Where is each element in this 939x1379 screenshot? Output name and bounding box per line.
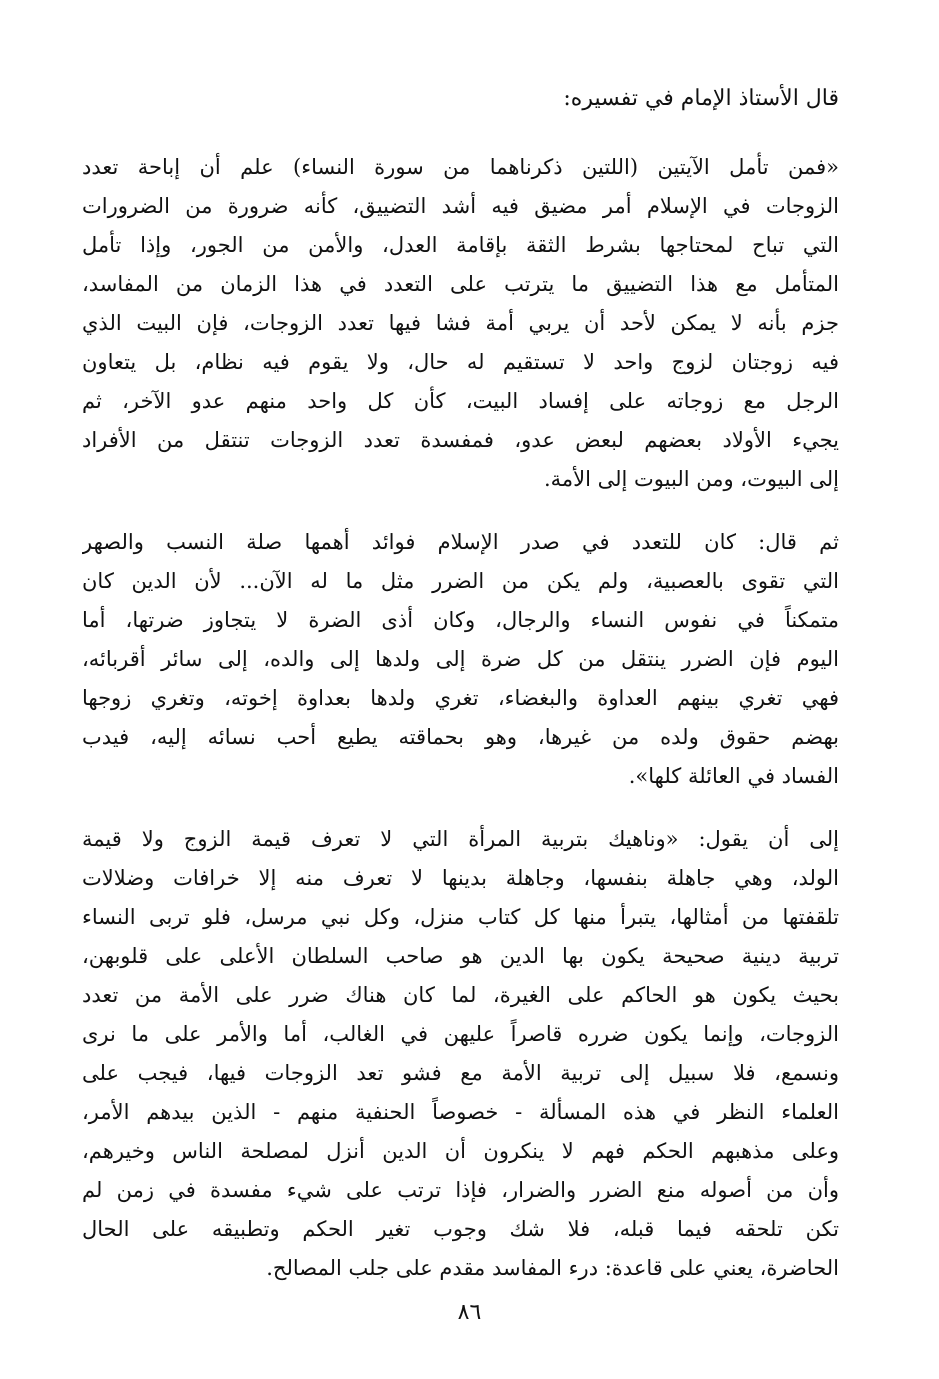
document-page [82, 60, 839, 1379]
paragraph-line: جزم بأنه لا يمكن لأحد أن يربي أمة فشا فيها تعدد الزوجات، فإن البيت الذي [82, 311, 839, 335]
paragraph-line: بهضم حقوق ولده من غيرها، وهو بحماقته يطيع أحب نسائه إليه، فيدب [82, 725, 839, 749]
paragraph-line: وأن من أصوله منع الضرر والضرار، فإذا ترتب على شيء مفسدة في زمن لم [82, 1178, 839, 1202]
paragraph-line: يجيء الأولاد بعضهم لبعض عدو، فمفسدة تعدد الزوجات تنتقل من الأفراد [82, 428, 839, 452]
paragraph-line: العلماء النظر في هذه المسألة - خصوصاً الحنفية منهم - الذين بيدهم الأمر، [82, 1100, 839, 1124]
paragraph-1 [82, 148, 839, 499]
paragraph-line: الحاضرة، يعني على قاعدة: درء المفاسد مقدم على جلب المصالح. [266, 1256, 839, 1280]
paragraph-line: الفساد في العائلة كلها». [628, 764, 839, 788]
paragraph-line: الزوجات في الإسلام أمر مضيق فيه أشد التضييق، كأنه ضرورة من الضرورات [82, 194, 839, 218]
paragraph-line: التي تباح لمحتاجها بشرط الثقة بإقامة العدل، والأمن من الجور، وإذا تأمل [82, 233, 839, 257]
paragraph-line: الرجل مع زوجاته على إفساد البيت، كأن كل واحد منهم عدو الآخر، ثم [82, 389, 839, 413]
section-heading: قال الأستاذ الإمام في تفسيره: [563, 86, 839, 111]
paragraph-line: بحيث يكون هو الحاكم على الغيرة، لما كان هناك ضرر على الأمة من تعدد [82, 983, 839, 1007]
paragraph-line: المتأمل مع هذا التضييق ما يترتب على التعدد في هذا الزمان من المفاسد، [82, 272, 839, 296]
paragraph-line: تربية دينية صحيحة يكون بها الدين هو صاحب السلطان الأعلى على قلوبهن، [82, 944, 839, 968]
paragraph-line: وعلى مذهبهم الحكم فهم لا ينكرون أن الدين أنزل لمصلحة الناس وخيرهم، [82, 1139, 839, 1163]
page-number: ٨٦ [457, 1300, 482, 1325]
paragraph-line: الزوجات، وإنما يكون ضرره قاصراً عليهن في الغالب، أما والأمر على ما نرى [82, 1022, 839, 1046]
paragraph-line: تكن تلحقه فيما قبله، فلا شك وجوب تغير الحكم وتطبيقه على الحال [82, 1217, 839, 1241]
paragraph-line: فهي تغري بينهم العداوة والبغضاء، تغري ولدها بعداوة إخوته، وتغري زوجها [82, 686, 839, 710]
paragraph-line: فيه زوجتان لزوج واحد لا تستقيم له حال، ولا يقوم فيه نظام، بل يتعاون [82, 350, 839, 374]
paragraph-line: تلقفتها من أمثالها، يتبرأ منها كل كتاب منزل، وكل نبي مرسل، فلو تربى النساء [82, 905, 839, 929]
paragraph-2 [82, 523, 839, 796]
paragraph-line: ثم قال: كان للتعدد في صدر الإسلام فوائد أهمها صلة النسب والصهر [82, 530, 839, 554]
paragraph-line: التي تقوى بالعصبية، ولم يكن من الضرر مثل ما له الآن... لأن الدين كان [82, 569, 839, 593]
paragraph-line: إلى أن يقول: «وناهيك بتربية المرأة التي لا تعرف قيمة الزوج ولا قيمة [82, 827, 839, 851]
paragraph-line: اليوم فإن الضرر ينتقل من كل ضرة إلى ولدها إلى والده، إلى سائر أقربائه، [82, 647, 839, 671]
paragraph-3 [82, 820, 839, 1288]
paragraph-line: إلى البيوت، ومن البيوت إلى الأمة. [543, 467, 839, 491]
paragraph-line: ونسمع، فلا سبيل إلى تربية الأمة مع فشو تعد الزوجات فيها، فيجب على [82, 1061, 839, 1085]
paragraph-line: «فمن تأمل الآيتين (اللتين ذكرناهما من سورة النساء) علم أن إباحة تعدد [82, 155, 839, 179]
paragraph-line: متمكناً في نفوس النساء والرجال، وكان أذى الضرة لا يتجاوز ضرتها، أما [82, 608, 839, 632]
paragraph-line: الولد، وهي جاهلة بنفسها، وجاهلة بدينها لا تعرف منه إلا خرافات وضلالات [82, 866, 839, 890]
